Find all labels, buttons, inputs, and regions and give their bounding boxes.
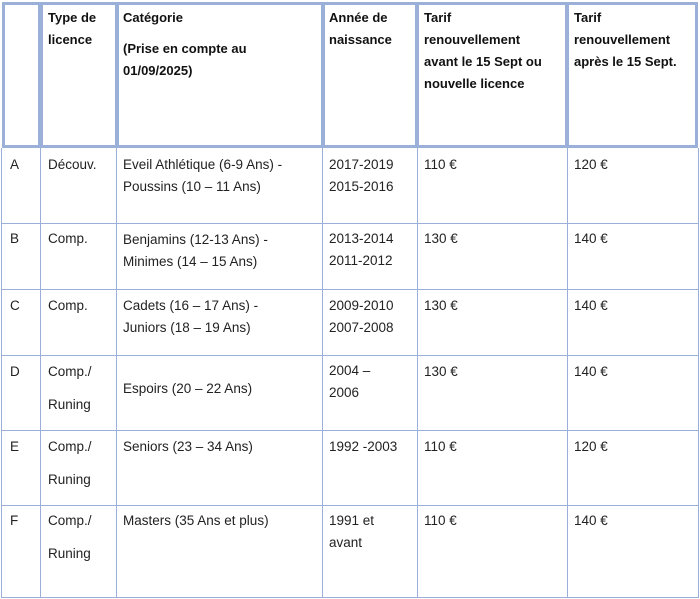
row-tarif-avant: 110 € (424, 439, 457, 454)
row-annee: 1991 et (329, 513, 375, 528)
row-annee: avant (329, 535, 363, 550)
row-annee: 2015-2016 (329, 179, 394, 194)
header-tarif-apres-line3: après le 15 Sept. (574, 54, 677, 69)
row-categorie: Juniors (18 – 19 Ans) (123, 320, 251, 335)
grid-line (116, 148, 117, 598)
row-type: Comp./ (48, 513, 92, 528)
row-annee: 1992 -2003 (329, 439, 398, 454)
row-tarif-avant: 110 € (424, 513, 457, 528)
row-tarif-avant: 130 € (424, 231, 458, 246)
row-type: Comp. (48, 298, 88, 313)
row-type: Découv. (48, 157, 97, 172)
row-tarif-avant: 130 € (424, 298, 458, 313)
row-code: C (10, 298, 20, 313)
row-type: Comp./ (48, 439, 92, 454)
row-tarif-apres: 140 € (574, 298, 608, 313)
row-annee: 2013-2014 (329, 231, 394, 246)
header-type-line2: licence (48, 32, 93, 47)
grid-line (567, 148, 568, 598)
row-tarif-avant: 110 € (424, 157, 457, 172)
grid-line (1, 355, 699, 356)
row-code: D (10, 364, 20, 379)
row-annee: 2017-2019 (329, 157, 394, 172)
header-tarif-apres-line1: Tarif (574, 10, 602, 25)
grid-line (1, 430, 699, 431)
header-type-line1: Type de (48, 10, 97, 25)
row-type: Runing (48, 546, 91, 561)
header-tarif-apres-line2: renouvellement (574, 32, 671, 47)
grid-line (1, 289, 699, 290)
grid-line (1, 223, 699, 224)
row-categorie: Masters (35 Ans et plus) (123, 513, 269, 528)
grid-line (417, 148, 418, 598)
row-categorie: Seniors (23 – 34 Ans) (123, 439, 253, 454)
header-annee-line2: naissance (329, 32, 392, 47)
row-code: A (10, 157, 20, 172)
grid-line (1, 597, 699, 598)
row-type: Comp./ (48, 364, 92, 379)
grid-line (1, 148, 2, 598)
grid-line (40, 148, 41, 598)
row-code: E (10, 439, 20, 454)
row-tarif-apres: 120 € (574, 439, 608, 454)
header-tarif-avant-line1: Tarif (424, 10, 452, 25)
row-annee: 2004 – (329, 363, 371, 378)
grid-line (322, 148, 323, 598)
row-annee: 2009-2010 (329, 298, 394, 313)
row-tarif-avant: 130 € (424, 364, 458, 379)
row-annee: 2007-2008 (329, 320, 394, 335)
row-annee: 2011-2012 (329, 253, 393, 268)
header-cell-empty (2, 2, 41, 148)
grid-line (1, 505, 699, 506)
row-categorie: Espoirs (20 – 22 Ans) (123, 381, 253, 396)
grid-line (698, 148, 699, 598)
header-annee-line1: Année de (329, 10, 388, 25)
row-categorie: Cadets (16 – 17 Ans) - (123, 298, 259, 313)
row-type: Runing (48, 472, 91, 487)
header-categorie-line3: 01/09/2025) (123, 63, 193, 78)
row-code: B (10, 231, 20, 246)
row-tarif-apres: 120 € (574, 157, 608, 172)
row-categorie: Benjamins (12-13 Ans) - (123, 232, 268, 247)
header-tarif-avant-line3: avant le 15 Sept ou (424, 54, 542, 69)
header-tarif-avant-line2: renouvellement (424, 32, 521, 47)
row-code: F (10, 513, 19, 528)
row-categorie: Minimes (14 – 15 Ans) (123, 254, 258, 269)
row-categorie: Eveil Athlétique (6-9 Ans) - (123, 157, 283, 172)
row-tarif-apres: 140 € (574, 513, 608, 528)
row-categorie: Poussins (10 – 11 Ans) (123, 179, 261, 194)
header-categorie-line2: (Prise en compte au (123, 41, 247, 56)
row-tarif-apres: 140 € (574, 231, 608, 246)
row-tarif-apres: 140 € (574, 364, 608, 379)
row-annee: 2006 (329, 385, 360, 400)
header-tarif-avant-line4: nouvelle licence (424, 76, 525, 91)
row-type: Runing (48, 397, 91, 412)
row-type: Comp. (48, 231, 88, 246)
header-categorie-line1: Catégorie (123, 10, 183, 25)
